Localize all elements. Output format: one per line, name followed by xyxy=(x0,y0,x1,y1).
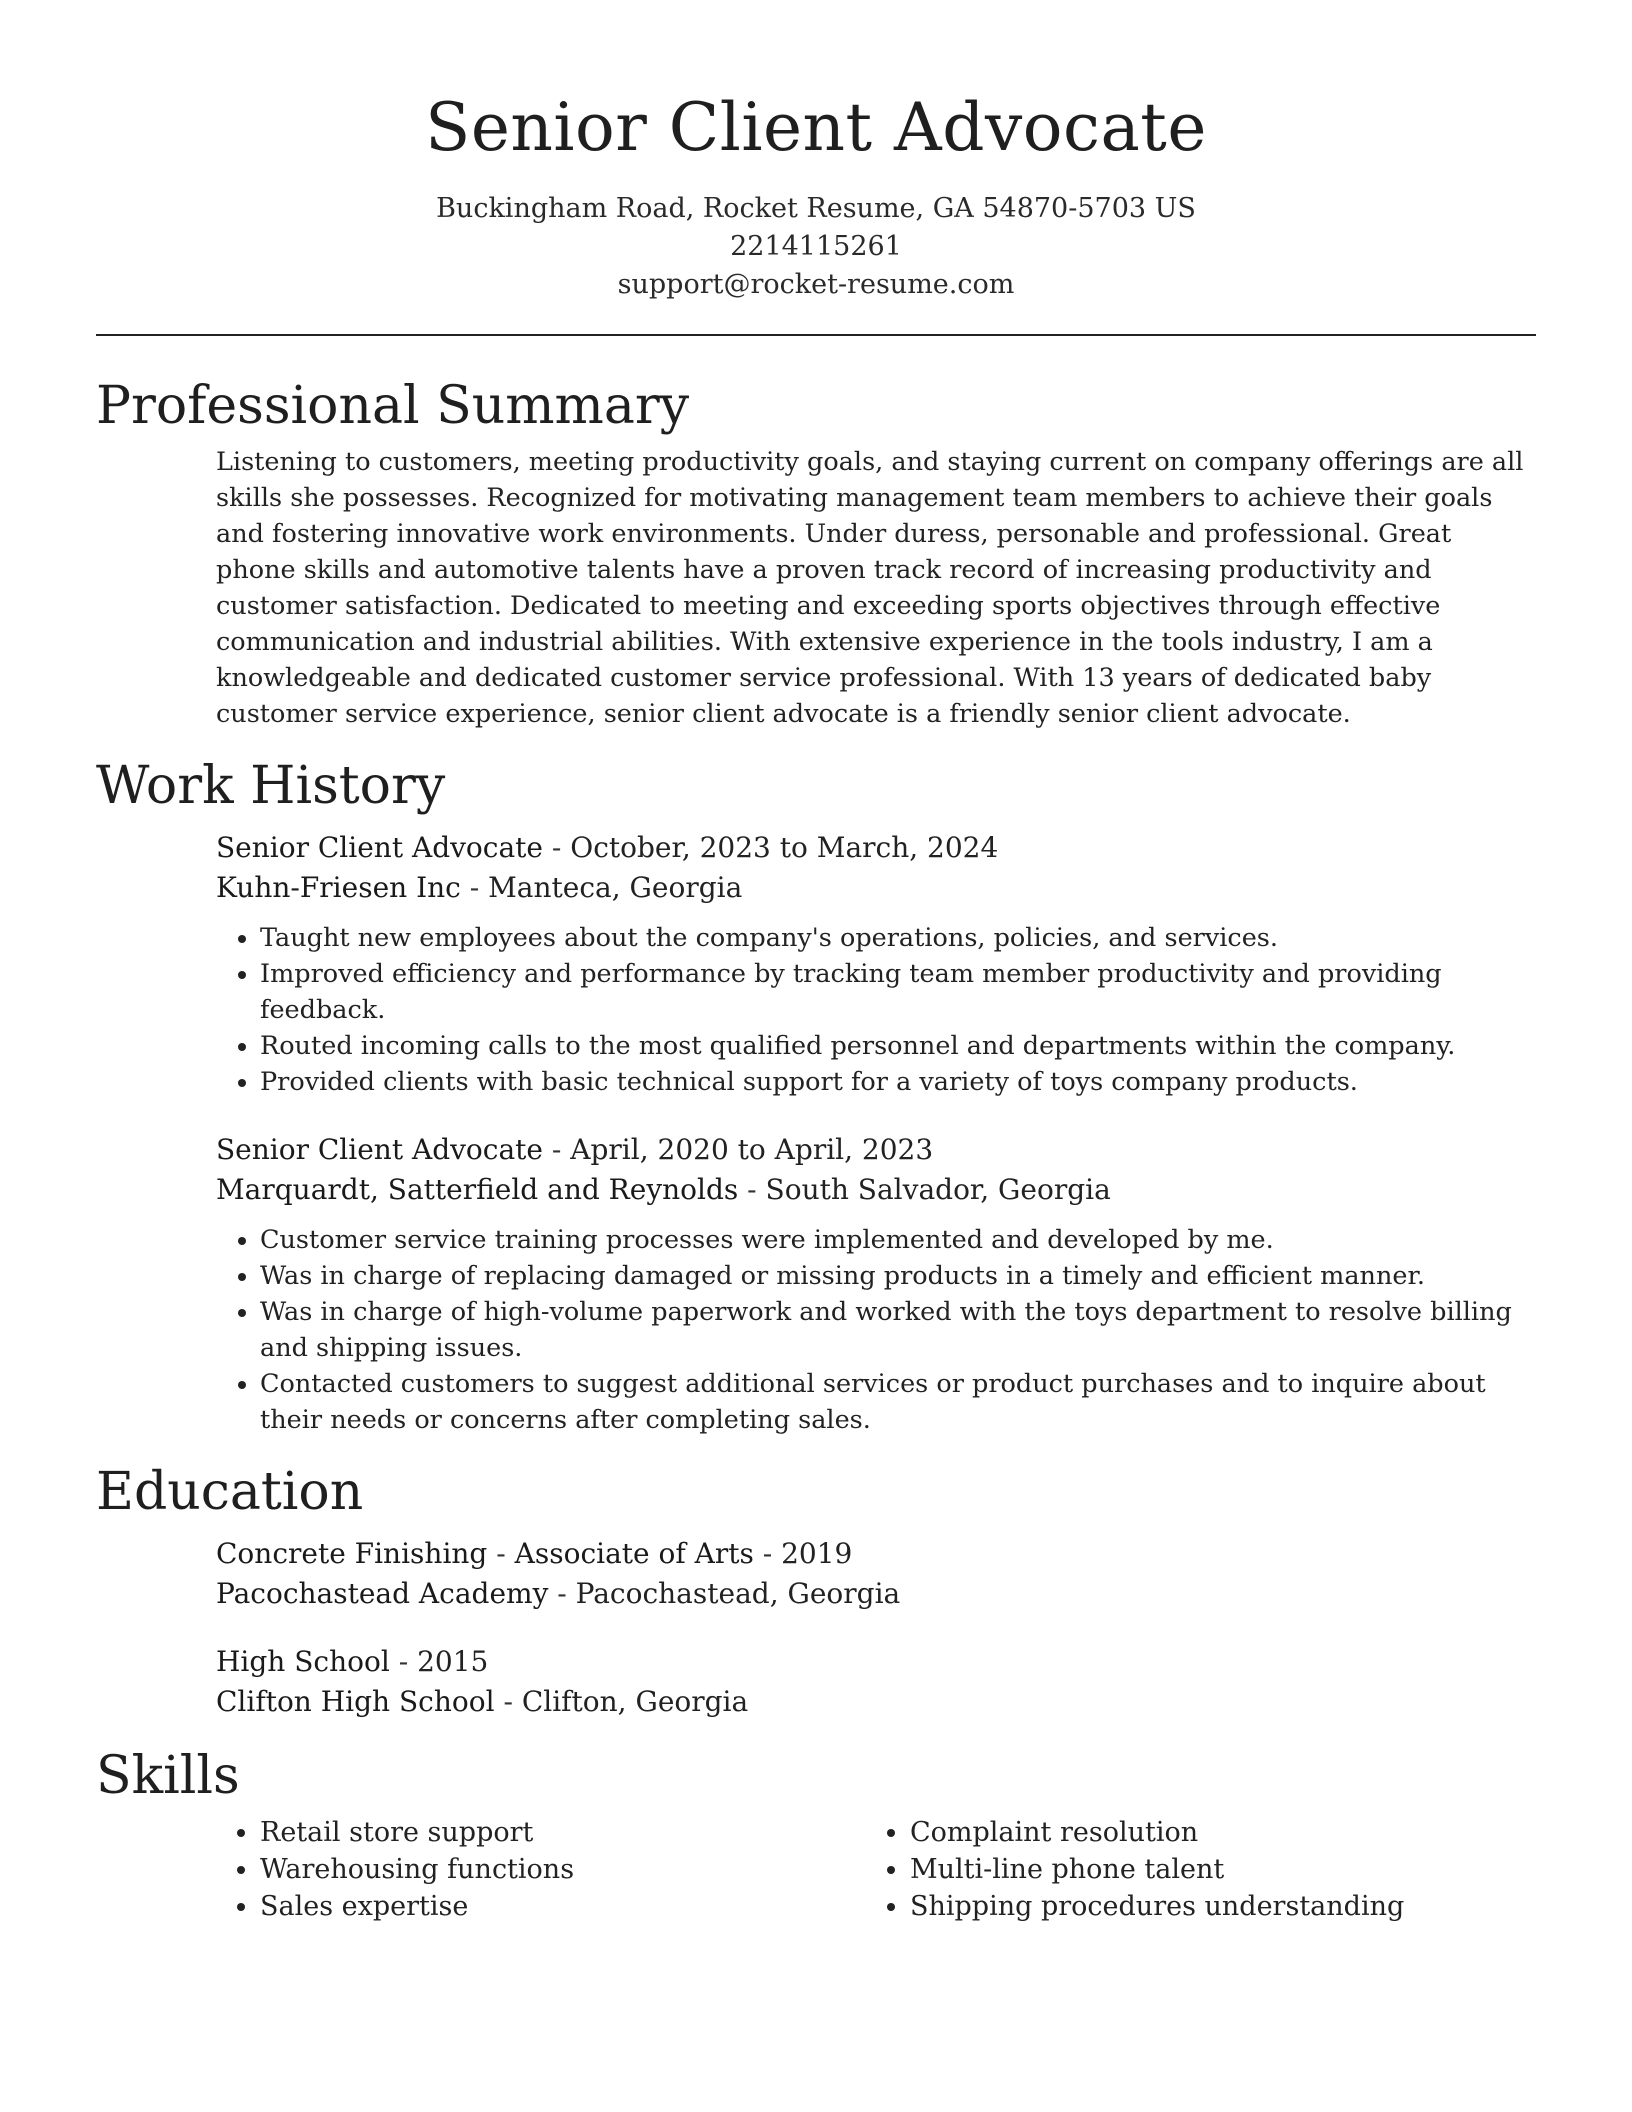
contact-block xyxy=(96,190,1536,304)
skill-item: • Shipping procedures understanding xyxy=(910,1888,1516,1925)
job-dates: October, 2023 to March, 2024 xyxy=(570,831,999,864)
skill-item: • Multi-line phone talent xyxy=(910,1851,1516,1888)
separator: - xyxy=(738,1173,766,1206)
job-title-line xyxy=(216,828,1536,868)
education-field: Concrete Finishing xyxy=(216,1537,488,1570)
job-title-line xyxy=(216,1130,1536,1170)
section-title-summary: Professional Summary xyxy=(96,376,690,436)
job-entry xyxy=(216,1130,1536,1438)
education-location: Pacochastead, Georgia xyxy=(575,1577,901,1610)
skill-item: • Sales expertise xyxy=(260,1888,866,1925)
separator: - xyxy=(460,871,489,904)
summary-body xyxy=(216,444,1536,732)
education-degree-line xyxy=(216,1642,1536,1682)
education-year: 2015 xyxy=(417,1645,489,1678)
separator: - xyxy=(753,1537,782,1570)
job-dates: April, 2020 to April, 2023 xyxy=(570,1133,934,1166)
skill-item: • Warehousing functions xyxy=(260,1851,866,1888)
address: Buckingham Road, Rocket Resume, GA 54870-5703 US xyxy=(436,193,1196,224)
skills-grid xyxy=(216,1814,1536,1925)
job-location: Manteca, Georgia xyxy=(488,871,743,904)
job-company: Kuhn-Friesen Inc xyxy=(216,871,461,904)
resume-header xyxy=(96,0,1536,304)
section-title-skills: Skills xyxy=(96,1746,240,1806)
skill-item: • Retail store support xyxy=(260,1814,866,1851)
job-company-line xyxy=(216,868,1536,908)
job-bullets xyxy=(216,1222,1536,1438)
skills-section xyxy=(96,1744,1536,1925)
education-section xyxy=(96,1460,1536,1722)
job-bullet: • Routed incoming calls to the most qualified personnel and departments within the company. xyxy=(260,1028,1536,1064)
job-bullet: • Customer service training processes were implemented and developed by me. xyxy=(260,1222,1536,1258)
job-entry xyxy=(216,828,1536,1100)
skills-column-left xyxy=(216,1814,866,1925)
section-title-work: Work History xyxy=(96,756,446,816)
job-bullet: • Provided clients with basic technical support for a variety of toys company products. xyxy=(260,1064,1536,1100)
separator: - xyxy=(487,1537,515,1570)
job-bullets xyxy=(216,920,1536,1100)
education-year: 2019 xyxy=(781,1537,853,1570)
work-body xyxy=(216,828,1536,1438)
education-school-line xyxy=(216,1574,1536,1614)
header-divider xyxy=(96,334,1536,336)
email: support@rocket-resume.com xyxy=(617,269,1015,300)
education-entry xyxy=(216,1642,1536,1722)
skills-column-right xyxy=(866,1814,1516,1925)
job-company: Marquardt, Satterfield and Reynolds xyxy=(216,1173,739,1206)
job-bullet: • Was in charge of replacing damaged or missing products in a timely and efficient manner. xyxy=(260,1258,1536,1294)
section-title-education: Education xyxy=(96,1462,364,1522)
job-company-line xyxy=(216,1170,1536,1210)
phone: 2214115261 xyxy=(730,231,902,262)
summary-section xyxy=(96,374,1536,732)
education-degree: Associate of Arts xyxy=(514,1537,754,1570)
work-section xyxy=(96,754,1536,1438)
skills-list-left xyxy=(216,1814,866,1925)
skills-list-right xyxy=(866,1814,1516,1925)
job-role: Senior Client Advocate xyxy=(216,1133,543,1166)
education-location: Clifton, Georgia xyxy=(521,1685,749,1718)
separator: - xyxy=(389,1645,418,1678)
job-bullet: • Was in charge of high-volume paperwork and worked with the toys department to resolve billing and shipping issues. xyxy=(260,1294,1536,1366)
job-bullet: • Contacted customers to suggest additional services or product purchases and to inquire about their needs or concerns after completing sales. xyxy=(260,1366,1536,1438)
education-degree: High School xyxy=(216,1645,390,1678)
education-entry xyxy=(216,1534,1536,1614)
education-school: Clifton High School xyxy=(216,1685,495,1718)
education-degree-line xyxy=(216,1534,1536,1574)
job-bullet: • Taught new employees about the company's operations, policies, and services. xyxy=(260,920,1536,956)
education-body xyxy=(216,1534,1536,1722)
candidate-name: Senior Client Advocate xyxy=(425,89,1207,166)
separator: - xyxy=(494,1685,522,1718)
separator: - xyxy=(543,1133,571,1166)
separator: - xyxy=(543,831,571,864)
summary-text: Listening to customers, meeting productivity goals, and staying current on company offerings are all skills she possesses. Recognized for motivating management team members to achieve their goals and fostering innovative work environments. Under duress, personable and professional. Great phone skills and automotive talents have a proven track record of increasing productivity and customer satisfaction. Dedicated to meeting and exceeding sports objectives through effective communication and industrial abilities. With extensive experience in the tools industry, I am a knowledgeable and dedicated customer service professional. With 13 years of dedicated baby customer service experience, senior client advocate is a friendly senior client advocate. xyxy=(216,447,1524,729)
skill-item: • Complaint resolution xyxy=(910,1814,1516,1851)
job-location: South Salvador, Georgia xyxy=(765,1173,1111,1206)
job-role: Senior Client Advocate xyxy=(216,831,543,864)
education-school-line xyxy=(216,1682,1536,1722)
separator: - xyxy=(548,1577,576,1610)
education-school: Pacochastead Academy xyxy=(216,1577,549,1610)
job-bullet: • Improved efficiency and performance by tracking team member productivity and providing feedback. xyxy=(260,956,1536,1028)
